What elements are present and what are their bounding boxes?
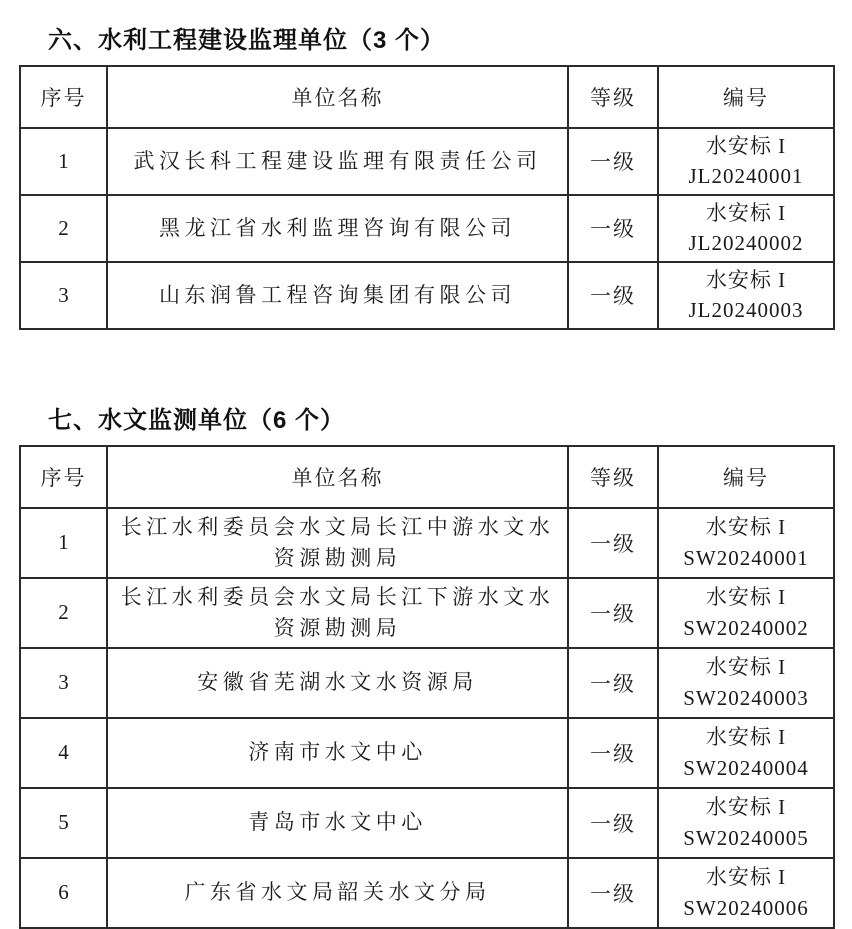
- table-row: [20, 858, 834, 928]
- cell-grade: 一级: [568, 128, 658, 195]
- cell-no: 2: [20, 195, 107, 262]
- col-header-name: 单位名称: [107, 446, 568, 508]
- code-number: SW20240004: [683, 755, 809, 780]
- table-row: [20, 128, 834, 195]
- section-title-hydrology: 七、水文监测单位（6 个）: [48, 406, 346, 434]
- cell-unit-name: 黑龙江省水利监理咨询有限公司: [107, 195, 568, 262]
- cell-grade: 一级: [568, 788, 658, 858]
- cell-no: 1: [20, 128, 107, 195]
- col-header-name: 单位名称: [107, 66, 568, 128]
- code-number: SW20240005: [683, 825, 809, 850]
- code-number: SW20240002: [683, 615, 809, 640]
- cell-code: [658, 788, 834, 858]
- supervision-units-table: [19, 65, 835, 330]
- col-header-grade: 等级: [568, 66, 658, 128]
- code-label: 水安标 I: [705, 655, 787, 680]
- cell-grade: 一级: [568, 195, 658, 262]
- cell-no: 3: [20, 262, 107, 329]
- code-number: SW20240001: [683, 545, 809, 570]
- hydrology-units-table: [19, 445, 835, 929]
- cell-unit-name: 广东省水文局韶关水文分局: [107, 858, 568, 928]
- col-header-code: 编号: [658, 66, 834, 128]
- cell-no: 2: [20, 578, 107, 648]
- section-title-supervision: 六、水利工程建设监理单位（3 个）: [48, 27, 446, 54]
- cell-no: 6: [20, 858, 107, 928]
- code-number: JL20240001: [688, 164, 804, 189]
- cell-no: 3: [20, 648, 107, 718]
- cell-code: [658, 508, 834, 578]
- cell-unit-name: 长江水利委员会水文局长江下游水文水资源勘测局: [107, 578, 568, 648]
- cell-grade: 一级: [568, 648, 658, 718]
- table-row: [20, 508, 834, 578]
- cell-grade: 一级: [568, 262, 658, 329]
- table-row: [20, 262, 834, 329]
- table-header-row: [20, 446, 834, 508]
- col-header-code: 编号: [658, 446, 834, 508]
- cell-code: [658, 262, 834, 329]
- col-header-no: 序号: [20, 446, 107, 508]
- cell-code: [658, 718, 834, 788]
- cell-no: 5: [20, 788, 107, 858]
- cell-code: [658, 648, 834, 718]
- cell-grade: 一级: [568, 718, 658, 788]
- code-number: SW20240006: [683, 895, 809, 920]
- code-label: 水安标 I: [705, 267, 787, 292]
- code-label: 水安标 I: [705, 795, 787, 820]
- cell-unit-name: 武汉长科工程建设监理有限责任公司: [107, 128, 568, 195]
- code-number: JL20240002: [688, 231, 804, 256]
- col-header-grade: 等级: [568, 446, 658, 508]
- cell-unit-name: 安徽省芜湖水文水资源局: [107, 648, 568, 718]
- cell-code: [658, 578, 834, 648]
- code-label: 水安标 I: [705, 134, 787, 158]
- cell-unit-name: 济南市水文中心: [107, 718, 568, 788]
- col-header-no: 序号: [20, 66, 107, 128]
- cell-code: [658, 858, 834, 928]
- code-label: 水安标 I: [705, 200, 787, 225]
- cell-unit-name: 青岛市水文中心: [107, 788, 568, 858]
- cell-grade: 一级: [568, 578, 658, 648]
- code-number: SW20240003: [683, 685, 809, 710]
- code-label: 水安标 I: [705, 725, 787, 750]
- cell-code: [658, 195, 834, 262]
- table-row: [20, 648, 834, 718]
- code-label: 水安标 I: [705, 585, 787, 610]
- table-row: [20, 788, 834, 858]
- cell-code: [658, 128, 834, 195]
- code-label: 水安标 I: [705, 865, 787, 890]
- cell-grade: 一级: [568, 858, 658, 928]
- table-row: [20, 195, 834, 262]
- code-label: 水安标 I: [705, 515, 787, 540]
- cell-no: 4: [20, 718, 107, 788]
- code-number: JL20240003: [688, 298, 804, 323]
- cell-no: 1: [20, 508, 107, 578]
- cell-grade: 一级: [568, 508, 658, 578]
- cell-unit-name: 长江水利委员会水文局长江中游水文水资源勘测局: [107, 508, 568, 578]
- cell-unit-name: 山东润鲁工程咨询集团有限公司: [107, 262, 568, 329]
- table-row: [20, 718, 834, 788]
- table-header-row: [20, 66, 834, 128]
- table-row: [20, 578, 834, 648]
